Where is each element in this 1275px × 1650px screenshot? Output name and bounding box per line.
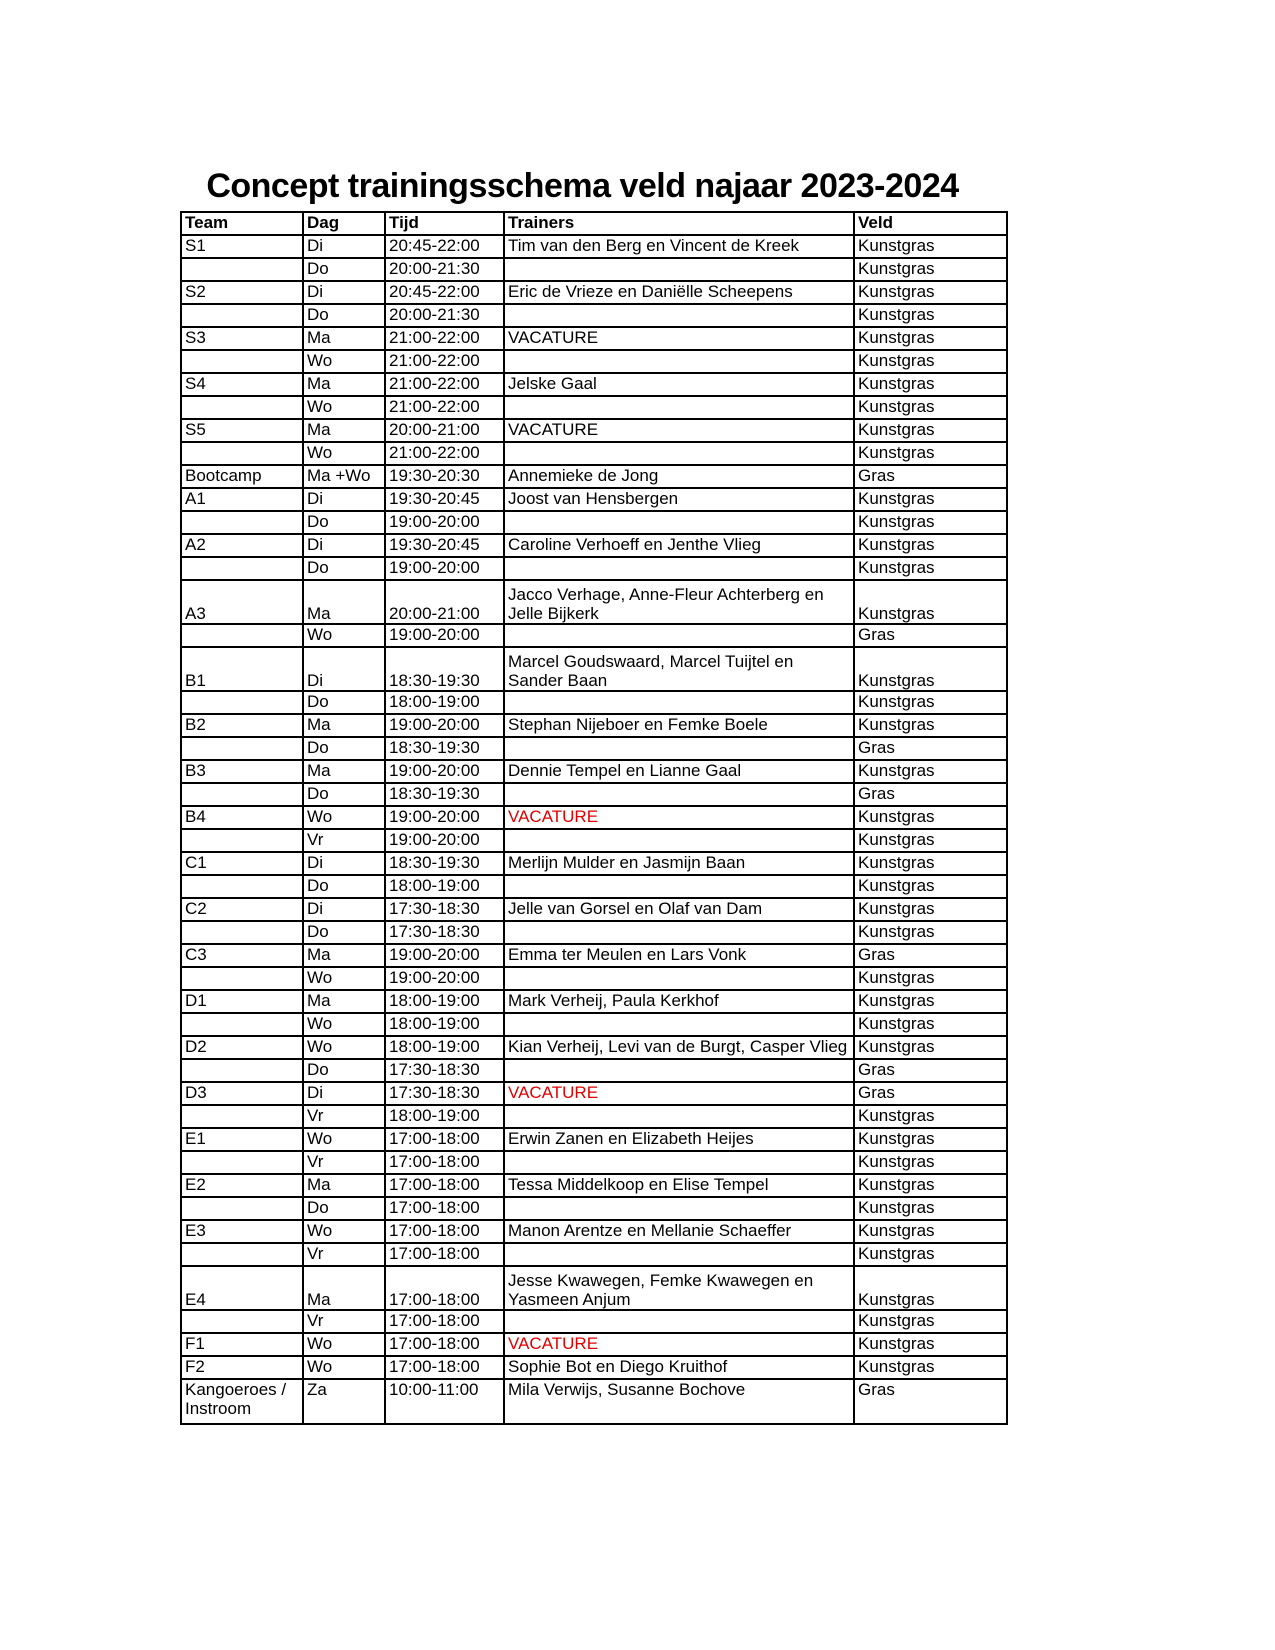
tijd-cell: 20:45-22:00 [385,235,504,258]
tijd-cell: 20:00-21:00 [385,580,504,624]
team-cell: S4 [181,373,303,396]
table-row [181,580,1007,624]
dag-cell: Ma [303,990,385,1013]
table-row [181,304,1007,327]
team-cell: C2 [181,898,303,921]
trainers-cell [504,1310,854,1333]
dag-cell: Wo [303,350,385,373]
team-cell: B3 [181,760,303,783]
trainers-cell [504,967,854,990]
tijd-cell: 17:30-18:30 [385,1059,504,1082]
tijd-cell: 17:00-18:00 [385,1333,504,1356]
veld-cell: Kunstgras [854,760,1007,783]
trainers-cell [504,783,854,806]
veld-cell: Kunstgras [854,714,1007,737]
table-row [181,1356,1007,1379]
table-row [181,875,1007,898]
table-row [181,281,1007,304]
dag-cell: Ma [303,373,385,396]
veld-cell: Kunstgras [854,557,1007,580]
table-row [181,465,1007,488]
tijd-cell: 17:00-18:00 [385,1243,504,1266]
dag-cell: Ma [303,419,385,442]
team-cell: D3 [181,1082,303,1105]
trainers-cell: VACATURE [504,806,854,829]
dag-cell: Wo [303,1036,385,1059]
trainers-cell [504,350,854,373]
table-row [181,1333,1007,1356]
dag-cell: Ma [303,1266,385,1310]
dag-cell: Do [303,258,385,281]
table-row [181,783,1007,806]
table-row [181,373,1007,396]
team-cell [181,442,303,465]
tijd-cell: 18:00-19:00 [385,875,504,898]
table-row [181,350,1007,373]
veld-cell: Kunstgras [854,511,1007,534]
table-row [181,1082,1007,1105]
tijd-cell: 19:30-20:45 [385,534,504,557]
dag-cell: Wo [303,624,385,647]
veld-cell: Gras [854,465,1007,488]
dag-cell: Wo [303,1220,385,1243]
veld-cell: Kunstgras [854,488,1007,511]
dag-cell: Vr [303,829,385,852]
trainers-cell: Tim van den Berg en Vincent de Kreek [504,235,854,258]
dag-cell: Do [303,511,385,534]
trainers-cell: Manon Arentze en Mellanie Schaeffer [504,1220,854,1243]
table-row [181,967,1007,990]
trainers-cell: Emma ter Meulen en Lars Vonk [504,944,854,967]
veld-cell: Gras [854,1059,1007,1082]
team-cell: A1 [181,488,303,511]
veld-cell: Kunstgras [854,1356,1007,1379]
veld-cell: Gras [854,783,1007,806]
trainers-cell: VACATURE [504,419,854,442]
table-row [181,235,1007,258]
tijd-cell: 17:00-18:00 [385,1151,504,1174]
dag-cell: Vr [303,1310,385,1333]
tijd-cell: 19:00-20:00 [385,829,504,852]
veld-cell: Kunstgras [854,1197,1007,1220]
dag-cell: Vr [303,1151,385,1174]
trainers-cell [504,511,854,534]
veld-cell: Kunstgras [854,534,1007,557]
table-row [181,852,1007,875]
trainers-cell: Jelske Gaal [504,373,854,396]
schedule-body [181,235,1007,1424]
page-title: Concept trainingsschema veld najaar 2023-2024 [206,167,959,205]
veld-cell: Kunstgras [854,580,1007,624]
tijd-cell: 18:00-19:00 [385,1036,504,1059]
tijd-cell: 17:00-18:00 [385,1310,504,1333]
trainers-cell: Erwin Zanen en Elizabeth Heijes [504,1128,854,1151]
trainers-cell [504,396,854,419]
tijd-cell: 17:00-18:00 [385,1356,504,1379]
tijd-cell: 10:00-11:00 [385,1379,504,1424]
trainers-cell [504,1059,854,1082]
table-row [181,557,1007,580]
table-row [181,714,1007,737]
trainers-cell [504,258,854,281]
dag-cell: Wo [303,1333,385,1356]
dag-cell: Ma [303,1174,385,1197]
dag-cell: Ma [303,714,385,737]
veld-cell: Kunstgras [854,442,1007,465]
trainers-cell [504,691,854,714]
dag-cell: Za [303,1379,385,1424]
table-row [181,1036,1007,1059]
veld-cell: Kunstgras [854,304,1007,327]
table-row [181,1151,1007,1174]
veld-cell: Gras [854,1379,1007,1424]
trainers-cell: Marcel Goudswaard, Marcel Tuijtel en Sander Baan [504,647,854,691]
team-cell [181,258,303,281]
table-row [181,1013,1007,1036]
table-row [181,898,1007,921]
veld-cell: Kunstgras [854,806,1007,829]
veld-cell: Kunstgras [854,350,1007,373]
trainers-cell: Kian Verheij, Levi van de Burgt, Casper Vlieg [504,1036,854,1059]
dag-cell: Wo [303,806,385,829]
veld-cell: Kunstgras [854,258,1007,281]
tijd-cell: 19:00-20:00 [385,714,504,737]
team-cell: S5 [181,419,303,442]
team-cell [181,1197,303,1220]
veld-cell: Kunstgras [854,235,1007,258]
tijd-cell: 17:00-18:00 [385,1266,504,1310]
tijd-cell: 19:00-20:00 [385,944,504,967]
team-cell [181,1243,303,1266]
tijd-cell: 21:00-22:00 [385,373,504,396]
table-row [181,1379,1007,1424]
veld-cell: Kunstgras [854,647,1007,691]
veld-cell: Kunstgras [854,852,1007,875]
trainers-cell [504,1151,854,1174]
table-row [181,534,1007,557]
dag-cell: Wo [303,396,385,419]
tijd-cell: 17:00-18:00 [385,1220,504,1243]
tijd-cell: 17:30-18:30 [385,1082,504,1105]
team-cell [181,737,303,760]
team-cell: E2 [181,1174,303,1197]
dag-cell: Do [303,1197,385,1220]
dag-cell: Ma +Wo [303,465,385,488]
trainers-cell [504,1197,854,1220]
trainers-cell: Eric de Vrieze en Daniëlle Scheepens [504,281,854,304]
veld-cell: Kunstgras [854,1310,1007,1333]
veld-cell: Kunstgras [854,691,1007,714]
dag-cell: Ma [303,760,385,783]
table-row [181,488,1007,511]
team-cell: B1 [181,647,303,691]
team-cell: C1 [181,852,303,875]
team-cell: E1 [181,1128,303,1151]
header-tijd: Tijd [385,212,504,235]
header-veld: Veld [854,212,1007,235]
trainers-cell [504,875,854,898]
dag-cell: Do [303,557,385,580]
tijd-cell: 21:00-22:00 [385,327,504,350]
veld-cell: Kunstgras [854,396,1007,419]
veld-cell: Gras [854,624,1007,647]
dag-cell: Do [303,783,385,806]
table-row [181,1310,1007,1333]
veld-cell: Gras [854,737,1007,760]
tijd-cell: 19:00-20:00 [385,760,504,783]
tijd-cell: 18:00-19:00 [385,1013,504,1036]
trainers-cell [504,1243,854,1266]
trainers-cell [504,442,854,465]
header-dag: Dag [303,212,385,235]
dag-cell: Di [303,488,385,511]
team-cell [181,1059,303,1082]
tijd-cell: 19:00-20:00 [385,806,504,829]
training-schedule-table [180,211,1008,1425]
tijd-cell: 19:00-20:00 [385,511,504,534]
team-cell: B4 [181,806,303,829]
table-row [181,806,1007,829]
tijd-cell: 17:00-18:00 [385,1174,504,1197]
table-row [181,647,1007,691]
team-cell [181,557,303,580]
header-row [181,212,1007,235]
dag-cell: Do [303,304,385,327]
team-cell [181,691,303,714]
veld-cell: Kunstgras [854,1174,1007,1197]
trainers-cell [504,304,854,327]
veld-cell: Kunstgras [854,967,1007,990]
veld-cell: Kunstgras [854,829,1007,852]
veld-cell: Kunstgras [854,990,1007,1013]
veld-cell: Kunstgras [854,327,1007,350]
trainers-cell: VACATURE [504,1333,854,1356]
trainers-cell: Jesse Kwawegen, Femke Kwawegen en Yasmeen Anjum [504,1266,854,1310]
tijd-cell: 18:00-19:00 [385,990,504,1013]
veld-cell: Gras [854,1082,1007,1105]
team-cell [181,783,303,806]
trainers-cell: VACATURE [504,327,854,350]
team-cell [181,1105,303,1128]
team-cell: S3 [181,327,303,350]
dag-cell: Do [303,691,385,714]
veld-cell: Kunstgras [854,281,1007,304]
dag-cell: Vr [303,1243,385,1266]
team-cell [181,624,303,647]
table-row [181,1128,1007,1151]
table-row [181,258,1007,281]
veld-cell: Kunstgras [854,373,1007,396]
team-cell: D2 [181,1036,303,1059]
tijd-cell: 20:00-21:30 [385,304,504,327]
veld-cell: Kunstgras [854,921,1007,944]
tijd-cell: 18:00-19:00 [385,691,504,714]
table-row [181,419,1007,442]
table-row [181,1266,1007,1310]
table-row [181,1105,1007,1128]
table-row [181,1174,1007,1197]
trainers-cell [504,737,854,760]
dag-cell: Do [303,921,385,944]
team-cell: F1 [181,1333,303,1356]
team-cell [181,1013,303,1036]
trainers-cell: Merlijn Mulder en Jasmijn Baan [504,852,854,875]
tijd-cell: 17:30-18:30 [385,898,504,921]
dag-cell: Di [303,281,385,304]
dag-cell: Di [303,534,385,557]
veld-cell: Kunstgras [854,1220,1007,1243]
team-cell: B2 [181,714,303,737]
trainers-cell [504,829,854,852]
team-cell [181,350,303,373]
dag-cell: Di [303,235,385,258]
table-row [181,760,1007,783]
trainers-cell: Mila Verwijs, Susanne Bochove [504,1379,854,1424]
team-cell [181,304,303,327]
table-row [181,737,1007,760]
team-cell [181,967,303,990]
tijd-cell: 18:30-19:30 [385,737,504,760]
veld-cell: Kunstgras [854,1266,1007,1310]
tijd-cell: 17:30-18:30 [385,921,504,944]
tijd-cell: 18:30-19:30 [385,647,504,691]
veld-cell: Kunstgras [854,1105,1007,1128]
dag-cell: Ma [303,327,385,350]
veld-cell: Kunstgras [854,1151,1007,1174]
tijd-cell: 19:00-20:00 [385,624,504,647]
trainers-cell: VACATURE [504,1082,854,1105]
table-row [181,442,1007,465]
tijd-cell: 18:30-19:30 [385,783,504,806]
veld-cell: Kunstgras [854,1013,1007,1036]
team-cell: S2 [181,281,303,304]
header-trainers: Trainers [504,212,854,235]
table-row [181,921,1007,944]
dag-cell: Vr [303,1105,385,1128]
team-cell: D1 [181,990,303,1013]
veld-cell: Kunstgras [854,1243,1007,1266]
team-cell [181,1151,303,1174]
trainers-cell: Tessa Middelkoop en Elise Tempel [504,1174,854,1197]
trainers-cell: Dennie Tempel en Lianne Gaal [504,760,854,783]
tijd-cell: 20:45-22:00 [385,281,504,304]
dag-cell: Ma [303,580,385,624]
veld-cell: Gras [854,944,1007,967]
team-cell [181,829,303,852]
veld-cell: Kunstgras [854,875,1007,898]
table-row [181,1059,1007,1082]
dag-cell: Wo [303,1356,385,1379]
team-cell: C3 [181,944,303,967]
table-row [181,1197,1007,1220]
team-cell: A2 [181,534,303,557]
team-cell [181,921,303,944]
trainers-cell [504,1013,854,1036]
trainers-cell [504,624,854,647]
trainers-cell: Caroline Verhoeff en Jenthe Vlieg [504,534,854,557]
dag-cell: Do [303,1059,385,1082]
table-row [181,829,1007,852]
tijd-cell: 21:00-22:00 [385,442,504,465]
trainers-cell: Sophie Bot en Diego Kruithof [504,1356,854,1379]
table-row [181,944,1007,967]
table-row [181,1243,1007,1266]
tijd-cell: 21:00-22:00 [385,396,504,419]
dag-cell: Wo [303,442,385,465]
tijd-cell: 18:00-19:00 [385,1105,504,1128]
table-row [181,327,1007,350]
table-row [181,1220,1007,1243]
dag-cell: Do [303,875,385,898]
dag-cell: Wo [303,1013,385,1036]
tijd-cell: 20:00-21:30 [385,258,504,281]
dag-cell: Di [303,647,385,691]
team-cell: S1 [181,235,303,258]
veld-cell: Kunstgras [854,898,1007,921]
team-cell: Bootcamp [181,465,303,488]
trainers-cell: Joost van Hensbergen [504,488,854,511]
header-team: Team [181,212,303,235]
team-cell [181,875,303,898]
team-cell [181,1310,303,1333]
dag-cell: Do [303,737,385,760]
tijd-cell: 18:30-19:30 [385,852,504,875]
trainers-cell [504,557,854,580]
veld-cell: Kunstgras [854,1128,1007,1151]
dag-cell: Ma [303,944,385,967]
team-cell [181,511,303,534]
dag-cell: Di [303,1082,385,1105]
tijd-cell: 19:00-20:00 [385,967,504,990]
table-row [181,396,1007,419]
trainers-cell: Stephan Nijeboer en Femke Boele [504,714,854,737]
dag-cell: Wo [303,1128,385,1151]
table-row [181,624,1007,647]
tijd-cell: 20:00-21:00 [385,419,504,442]
team-cell: F2 [181,1356,303,1379]
trainers-cell: Jacco Verhage, Anne-Fleur Achterberg en Jelle Bijkerk [504,580,854,624]
tijd-cell: 19:30-20:45 [385,488,504,511]
dag-cell: Wo [303,967,385,990]
dag-cell: Di [303,852,385,875]
veld-cell: Kunstgras [854,1333,1007,1356]
team-cell: E3 [181,1220,303,1243]
trainers-cell [504,1105,854,1128]
team-cell: E4 [181,1266,303,1310]
table-row [181,511,1007,534]
veld-cell: Kunstgras [854,1036,1007,1059]
tijd-cell: 17:00-18:00 [385,1197,504,1220]
team-cell: Kangoeroes / Instroom [181,1379,303,1424]
tijd-cell: 19:30-20:30 [385,465,504,488]
veld-cell: Kunstgras [854,419,1007,442]
dag-cell: Di [303,898,385,921]
trainers-cell: Mark Verheij, Paula Kerkhof [504,990,854,1013]
team-cell [181,396,303,419]
trainers-cell: Annemieke de Jong [504,465,854,488]
tijd-cell: 17:00-18:00 [385,1128,504,1151]
team-cell: A3 [181,580,303,624]
tijd-cell: 21:00-22:00 [385,350,504,373]
table-row [181,691,1007,714]
trainers-cell: Jelle van Gorsel en Olaf van Dam [504,898,854,921]
table-row [181,990,1007,1013]
trainers-cell [504,921,854,944]
tijd-cell: 19:00-20:00 [385,557,504,580]
